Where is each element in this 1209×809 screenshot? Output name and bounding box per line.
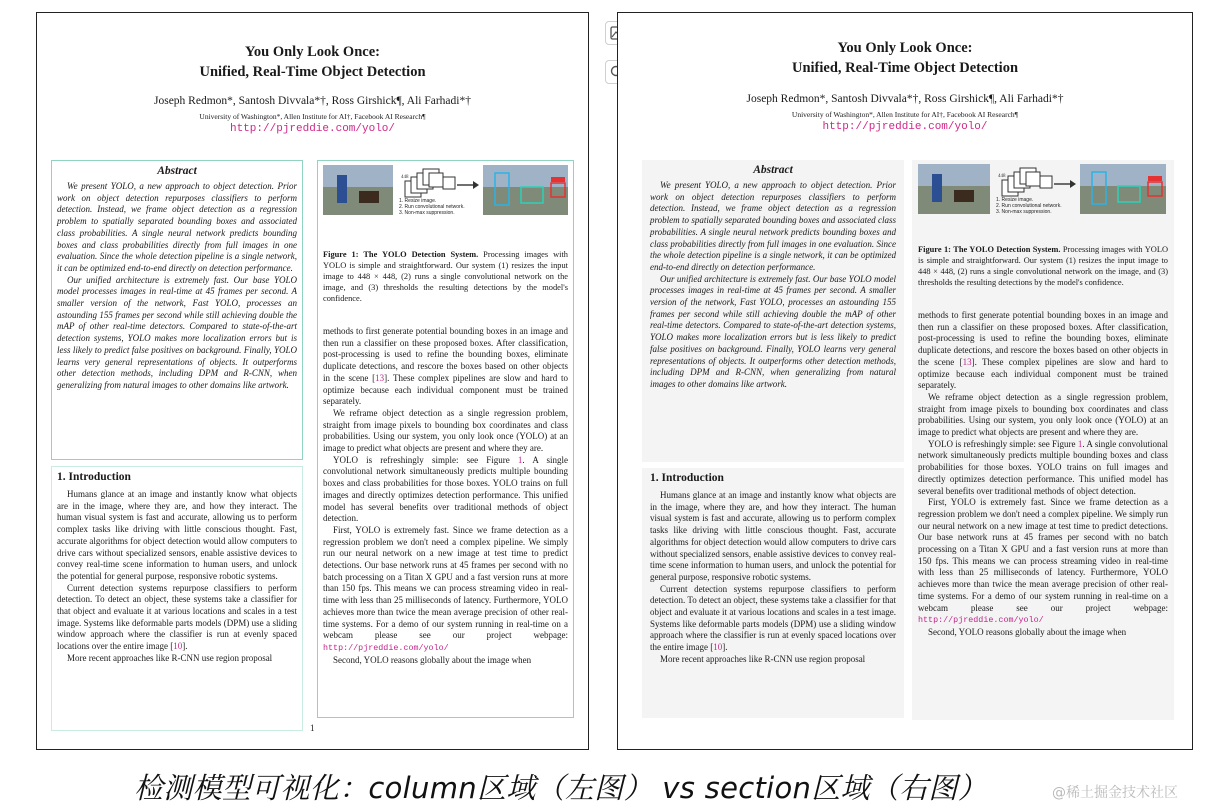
paper-title-line2: Unified, Real-Time Object Detection	[199, 64, 426, 80]
right-paragraph-1: methods to first generate potential bounding boxes in an image and then run a classifier on these proposed boxes. After classification, post-processing is used to refine the bounding boxes, eliminate duplicate detections, and rescore the boxes based on other objects in the scene [13]. These complex pipelines are slow and hard to optimize because each individual component must be trained separately.	[323, 326, 568, 407]
right-paragraph-2: We reframe object detection as a single regression problem, straight from image pixels to bounding box coordinates and class probabilities. Using our system, you only look once (YOLO) at an image to predict what objects are present and where they are.	[918, 391, 1168, 438]
figure-caption: Figure 1: The YOLO Detection System. Processing images with YOLO is simple and straightforward. Our system (1) resizes the input image to 448 × 448, (2) runs a single convolutional network on the image, and (3) thresholds the resulting detections by the model's confidence.	[918, 245, 1168, 287]
paper-title-line1: You Only Look Once:	[837, 40, 973, 56]
intro-paragraph-3: More recent approaches like R-CNN use region proposal	[67, 652, 273, 663]
intro-section-region	[642, 468, 904, 718]
abstract-paragraph-2: Our unified architecture is extremely fast. Our base YOLO model processes images in real-time at 45 frames per second. A smaller version of the network, Fast YOLO, processes an astounding 155 frames per second while still achieving double the mAP of other real-time detectors. Compared to state-of-the-art detection systems, YOLO makes more localization errors but is less likely to predict false positives on background. Finally, YOLO learns very general representations of objects. It outperforms other detection methods, including DPM and R-CNN, when generalizing from natural images to other domains like artwork.	[57, 274, 297, 390]
intro-paragraph-2: Current detection systems repurpose classifiers to perform detection. To detect an object, these systems take a classifier for that object and evaluate it at various locations and scales in a test image. Systems like deformable parts models (DPM) use a sliding window approach where the classifier is run at evenly spaced locations over the entire image [10].	[57, 582, 297, 652]
paper-authors: Joseph Redmon*, Santosh Divvala*†, Ross Girshick¶, Ali Farhadi*†	[746, 93, 1064, 105]
intro-paragraph-3: More recent approaches like R-CNN use region proposal	[660, 653, 866, 664]
right-column-region	[317, 160, 574, 718]
intro-heading: 1. Introduction	[57, 471, 131, 483]
right-paragraph-5: Second, YOLO reasons globally about the image when	[928, 626, 1127, 637]
paper-affiliations: University of Washington*, Allen Institute for AI†, Facebook AI Research¶	[199, 112, 426, 121]
svg-text:448: 448	[998, 174, 1006, 179]
right-paragraph-4: First, YOLO is extremely fast. Since we frame detection as a regression problem we don't need a complex pipeline. We simply run our neural network on a new image at test time to predict detections. Our base network runs at 45 frames per second with no batch processing on a Titan X GPU and a fast version runs at more than 150 fps. This means we can process streaming video in real-time with less than 25 milliseconds of latency. Furthermore, YOLO achieves more than twice the mean average precision of other real-time systems. For a demo of our system running in real-time on a webcam please see our project webpage: http://pjreddie.com/yolo/	[918, 497, 1168, 626]
right-paragraph-3: YOLO is refreshingly simple: see Figure 1. A single convolutional network simultaneously predicts multiple bounding boxes and class probabilities for those boxes. YOLO trains on full images and directly optimizes detection performance. This unified model has several benefits over traditional methods of object detection.	[918, 438, 1168, 496]
abstract-paragraph-1: We present YOLO, a new approach to object detection. Prior work on object detection repurposes classifiers to perform detection. Instead, we frame object detection as a regression problem to spatially separated bounding boxes and associated class probabilities. A single neural network predicts bounding boxes and class probabilities directly from full images in one evaluation. Since the whole detection pipeline is a single network, it can be optimized end-to-end directly on detection performance.	[650, 180, 896, 272]
abstract-section-region	[642, 160, 904, 462]
paper-title-line1: You Only Look Once:	[245, 44, 380, 60]
abstract-paragraph-2: Our unified architecture is extremely fast. Our base YOLO model processes images in real-time at 45 frames per second. A smaller version of the network, Fast YOLO, processes an astounding 155 frames per second while still achieving double the mAP of other real-time detectors. Compared to state-of-the-art detection systems, YOLO makes more localization errors but is less likely to predict false positives on background. Finally, YOLO learns very general representations of objects. It outperforms other detection methods, including DPM and R-CNN, when generalizing from natural images to other domains like artwork.	[650, 273, 896, 389]
intro-paragraph-1: Humans glance at an image and instantly know what objects are in the image, where they are, and how they interact. The human visual system is fast and accurate, allowing us to perform complex tasks like driving with little conscious thought. Fast, accurate algorithms for object detection would allow computers to drive cars without specialized sensors, enable assistive devices to convey real-time scene information to human users, and unlock the potential for general purpose, responsive robotic systems.	[57, 489, 297, 581]
fig-step-2: 2. Run convolutional network.	[996, 203, 1062, 209]
yolo-figure	[323, 165, 568, 225]
left-page-column-view	[36, 12, 589, 750]
right-paragraph-1: methods to first generate potential bounding boxes in an image and then run a classifier on these proposed boxes. After classification, post-processing is used to refine the bounding boxes, eliminate duplicate detections, and rescore the boxes based on other objects in the scene [13]. These complex pipelines are slow and hard to optimize because each individual component must be trained separately.	[918, 310, 1168, 391]
right-paragraph-3: YOLO is refreshingly simple: see Figure 1. A single convolutional network simultaneously predicts multiple bounding boxes and class probabilities for those boxes. YOLO trains on full images and directly optimizes detection performance. This unified model has several benefits over traditional methods of object detection.	[323, 454, 568, 524]
page-number: 1	[310, 723, 315, 733]
intro-paragraph-1: Humans glance at an image and instantly know what objects are in the image, where they are, and how they interact. The human visual system is fast and accurate, allowing us to perform complex tasks like driving with little conscious thought. Fast, accurate algorithms for object detection would allow computers to drive cars without specialized sensors, enable assistive devices to convey real-time scene information to human users, and unlock the potential for general purpose, responsive robotic systems.	[650, 490, 896, 582]
figure-caption: Figure 1: The YOLO Detection System. Processing images with YOLO is simple and straightforward. Our system (1) resizes the input image to 448 × 448, (2) runs a single convolutional network on the image, and (3) thresholds the resulting detections by the model's confidence.	[323, 250, 568, 303]
comparison-caption: 检测模型可视化：column区域（左图） vs section区域（右图）	[134, 771, 988, 805]
fig-step-3: 3. Non-max suppression.	[996, 209, 1052, 215]
right-paragraph-5: Second, YOLO reasons globally about the image when	[333, 654, 532, 665]
paper-url: http://pjreddie.com/yolo/	[822, 121, 988, 133]
paper-affiliations: University of Washington*, Allen Institute for AI†, Facebook AI Research¶	[791, 110, 1019, 119]
right-section-region	[912, 160, 1174, 720]
intro-column-region	[51, 466, 303, 731]
abstract-column-region	[51, 160, 303, 460]
fig-step-1: 1. Resize image.	[996, 197, 1034, 203]
site-watermark: @稀土掘金技术社区	[1052, 785, 1178, 801]
right-page-section-view	[617, 12, 1193, 750]
fig-step-2: 2. Run convolutional network.	[399, 204, 465, 210]
abstract-heading: Abstract	[157, 165, 197, 177]
abstract-heading: Abstract	[753, 164, 793, 176]
paper-url: http://pjreddie.com/yolo/	[229, 123, 396, 135]
yolo-figure	[918, 164, 1168, 224]
yolo-pipeline-illustration	[323, 165, 568, 225]
right-paragraph-4: First, YOLO is extremely fast. Since we frame detection as a regression problem we don't need a complex pipeline. We simply run our neural network on a new image at test time to predict detections. Our base network runs at 45 frames per second with no batch processing on a Titan X GPU and a fast version runs at more than 150 fps. This means we can process streaming video in real-time with less than 25 milliseconds of latency. Furthermore, YOLO achieves more than twice the mean average precision of other real-time systems. For a demo of our system running in real-time on a webcam please see our project webpage: http://pjreddie.com/yolo/	[323, 524, 568, 653]
intro-heading: 1. Introduction	[650, 472, 724, 484]
intro-paragraph-2: Current detection systems repurpose classifiers to perform detection. To detect an object, these systems take a classifier for that object and evaluate it at various locations and scales in a test image. Systems like deformable parts models (DPM) use a sliding window approach where the classifier is run at evenly spaced locations over the entire image [10].	[650, 583, 896, 653]
abstract-paragraph-1: We present YOLO, a new approach to object detection. Prior work on object detection repurposes classifiers to perform detection. Instead, we frame object detection as a regression problem to spatially separated bounding boxes and associated class probabilities. A single neural network predicts bounding boxes and class probabilities directly from full images in one evaluation. Since the whole detection pipeline is a single network, it can be optimized end-to-end directly on detection performance.	[57, 181, 297, 273]
fig-step-1: 1. Resize image.	[399, 198, 437, 204]
paper-title-line2: Unified, Real-Time Object Detection	[791, 60, 1019, 76]
fig-step-3: 3. Non-max suppression.	[399, 210, 455, 216]
yolo-pipeline-illustration	[918, 164, 1168, 224]
svg-text:448: 448	[401, 175, 409, 180]
paper-authors: Joseph Redmon*, Santosh Divvala*†, Ross Girshick¶, Ali Farhadi*†	[154, 95, 471, 107]
right-paragraph-2: We reframe object detection as a single regression problem, straight from image pixels to bounding box coordinates and class probabilities. Using our system, you only look once (YOLO) at an image to predict what objects are present and where they are.	[323, 407, 568, 454]
